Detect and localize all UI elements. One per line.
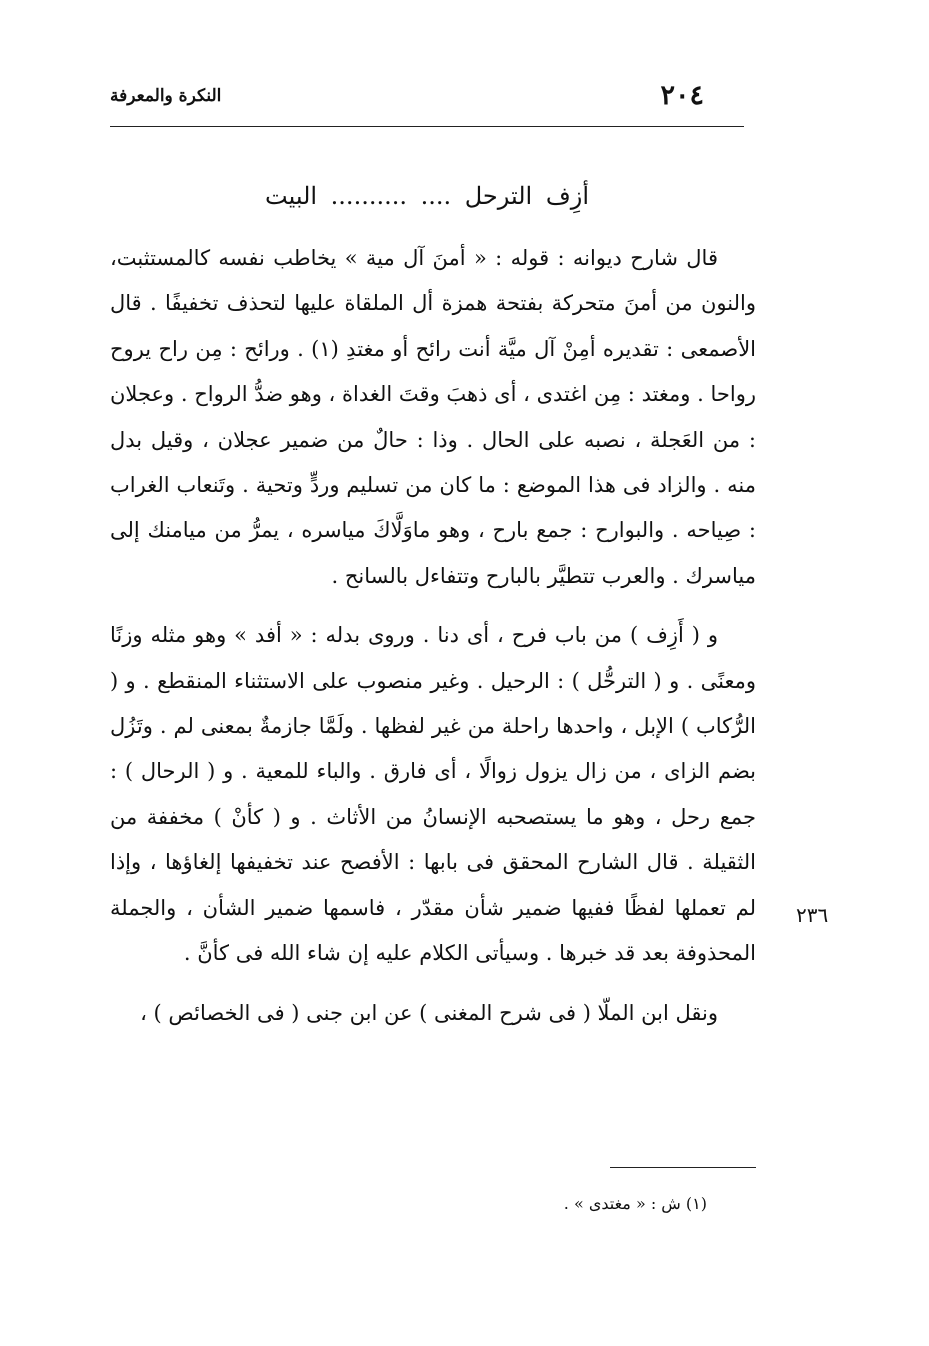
verse-line: أزِف الترحل .... .......... البيت <box>265 182 589 210</box>
page-number: ٢٠٤ <box>660 80 704 111</box>
running-header <box>110 80 744 114</box>
paragraph-vocabulary: و ( أَزِف ) من باب فرح ، أى دنا . وروى بدله : « أفد » وهو مثله وزنًا ومعنًى . و ( الترحُّل ) : الرحيل . وغير منصوب على الاستثناء المنقطع . و ( الرُّكاب ) الإبل ، واحدها راحلة من غير لفظها . ولَمَّا جازمةٌ بمعنى لم . وتَزُل بضم الزاى ، من زال يزول زوالًا ، أى فارق . والباء للمعية . و ( الرحال ) : جمع رحل ، وهو ما يستصحبه الإنسانُ من الأثاث . و ( كأنْ ) مخففة من الثقيلة . قال الشارح المحقق فى بابها : الأفصح عند تخفيفها إلغاؤها ، وإذا لم تعملها لفظًا ففيها ضمير شأن مقدّر ، فاسمها ضمير الشأن ، والجملة المحذوفة بعد قد خبرها . وسيأتى الكلام عليه إن شاء الله فى كأنَّ . <box>110 623 756 966</box>
footnote: (١) ش : « مغتدى » . <box>563 1194 707 1213</box>
chapter-title: النكرة والمعرفة <box>110 86 222 106</box>
header-rule <box>110 126 744 127</box>
paragraph-citation: ونقل ابن الملّا ( فى شرح المغنى ) عن ابن جنى ( فى الخصائص ) ، <box>140 1000 718 1025</box>
body-text <box>110 236 756 1036</box>
footnote-rule <box>610 1167 756 1168</box>
paragraph-commentary: قال شارح ديوانه : قوله : « أمنَ آل مية » يخاطب نفسه كالمستثبت، والنون من أمنَ متحركة بفتحة همزة أل الملقاة عليها لتحذف تخفيفًا . قال الأصمعى : تقديره أمِنْ آل ميَّة أنت رائح أو مغتدِ (١) . ورائح : مِن راح يروح رواحا . ومغتد : مِن اغتدى ، أى ذهبَ وقتَ الغداة ، وهو ضدُّ الرواح . وعجلان : من العَجلة ، نصبه على الحال . وذا : حالٌ من ضمير عجلان ، وقيل بدل منه . والزاد فى هذا الموضع : ما كان من تسليم وردٍّ وتحية . وتَنعاب الغراب : صِياحه . والبوارح : جمع بارح ، وهو ماوَلَّاكَ مياسره ، يمرُّ من ميامنك إلى مياسرك . والعرب تتطيَّر بالبارح وتتفاءل بالسانح . <box>110 246 757 588</box>
margin-page-reference: ٢٣٦ <box>796 903 829 927</box>
